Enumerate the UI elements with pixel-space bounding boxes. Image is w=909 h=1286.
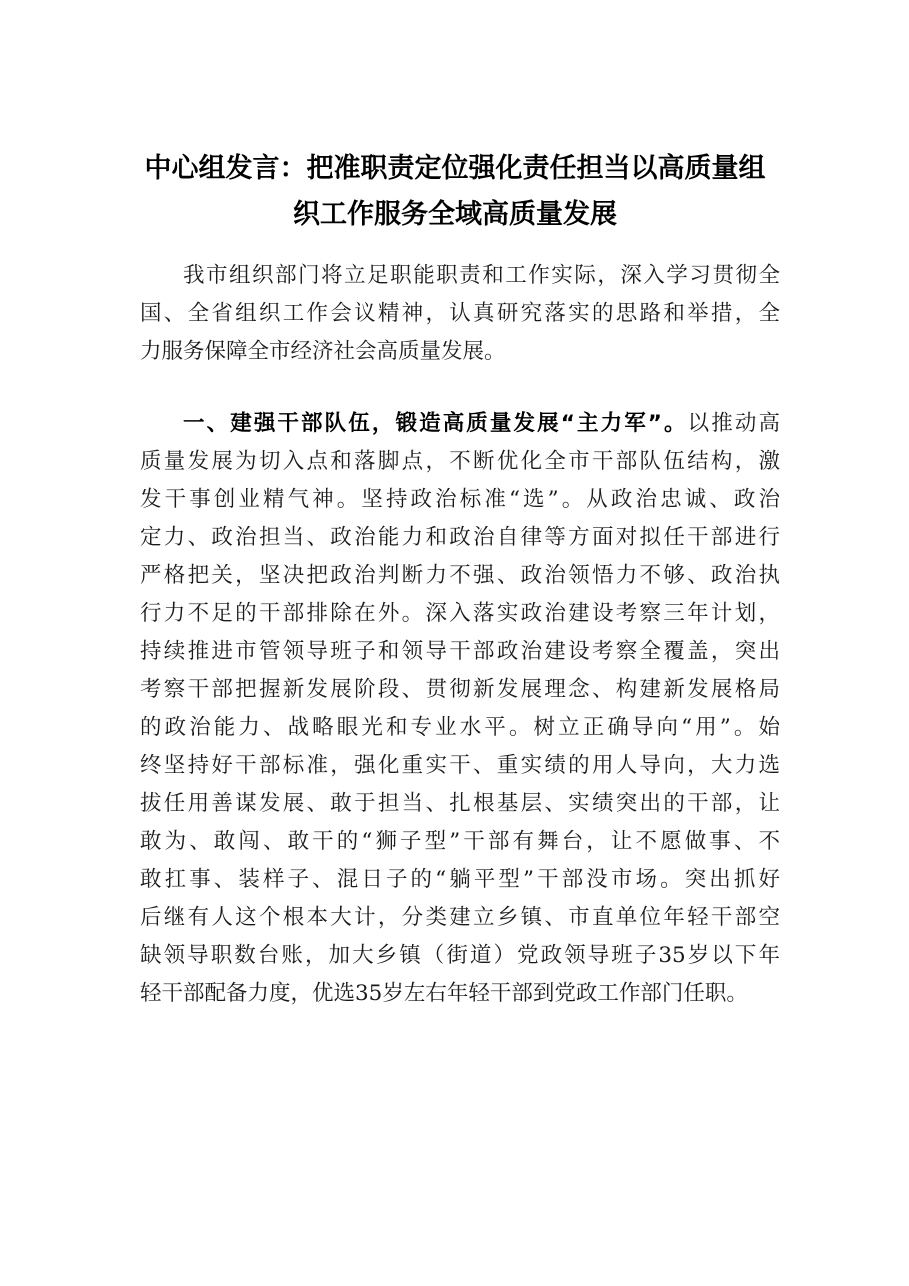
document-title — [110, 146, 800, 238]
title-line-1: 中心组发言：把准职责定位强化责任担当以高质量组 — [144, 153, 766, 184]
intro-line: 我市组织部门将立足职能职责和工作实际，深入学习贯彻全 — [183, 263, 780, 288]
section-1-line: 终坚持好干部标准，强化重实干、重实绩的用人导向，大力选 — [140, 753, 780, 778]
section-1-paragraph — [140, 405, 780, 1013]
section-1-line: 质量发展为切入点和落脚点，不断优化全市干部队伍结构，激 — [140, 449, 780, 474]
section-1-heading: 一、建强干部队伍，锻造高质量发展“主力军”。 — [183, 411, 688, 436]
section-1-line: 发干事创业精气神。坚持政治标准“选”。从政治忠诚、政治 — [140, 487, 780, 512]
section-1-line: 轻干部配备力度，优选35岁左右年轻干部到党政工作部门任职。 — [140, 981, 748, 1006]
section-1-first-line-text: 以推动高 — [687, 411, 780, 436]
section-1-line: 拔任用善谋发展、敢于担当、扎根基层、实绩突出的干部，让 — [140, 791, 780, 816]
section-1-line: 持续推进市管领导班子和领导干部政治建设考察全覆盖，突出 — [140, 639, 780, 664]
section-1-line: 敢为、敢闯、敢干的“狮子型”干部有舞台，让不愿做事、不 — [140, 829, 780, 854]
section-1-line: 敢扛事、装样子、混日子的“躺平型”干部没市场。突出抓好 — [140, 867, 780, 892]
section-1-line: 定力、政治担当、政治能力和政治自律等方面对拟任干部进行 — [140, 525, 780, 550]
title-line-2: 织工作服务全域高质量发展 — [293, 199, 617, 230]
intro-line: 力服务保障全市经济社会高质量发展。 — [140, 339, 506, 364]
intro-paragraph — [140, 257, 780, 371]
section-1-line: 缺领导职数台账，加大乡镇（街道）党政领导班子35岁以下年 — [140, 943, 780, 968]
section-1-first-line — [140, 405, 780, 443]
intro-line: 国、全省组织工作会议精神，认真研究落实的思路和举措，全 — [140, 301, 780, 326]
section-1-line: 严格把关，坚决把政治判断力不强、政治领悟力不够、政治执 — [140, 563, 780, 588]
section-1-line: 后继有人这个根本大计，分类建立乡镇、市直单位年轻干部空 — [140, 905, 780, 930]
section-1-line: 的政治能力、战略眼光和专业水平。树立正确导向“用”。始 — [140, 715, 780, 740]
section-1-line: 考察干部把握新发展阶段、贯彻新发展理念、构建新发展格局 — [140, 677, 780, 702]
section-1-line: 行力不足的干部排除在外。深入落实政治建设考察三年计划， — [140, 601, 780, 626]
